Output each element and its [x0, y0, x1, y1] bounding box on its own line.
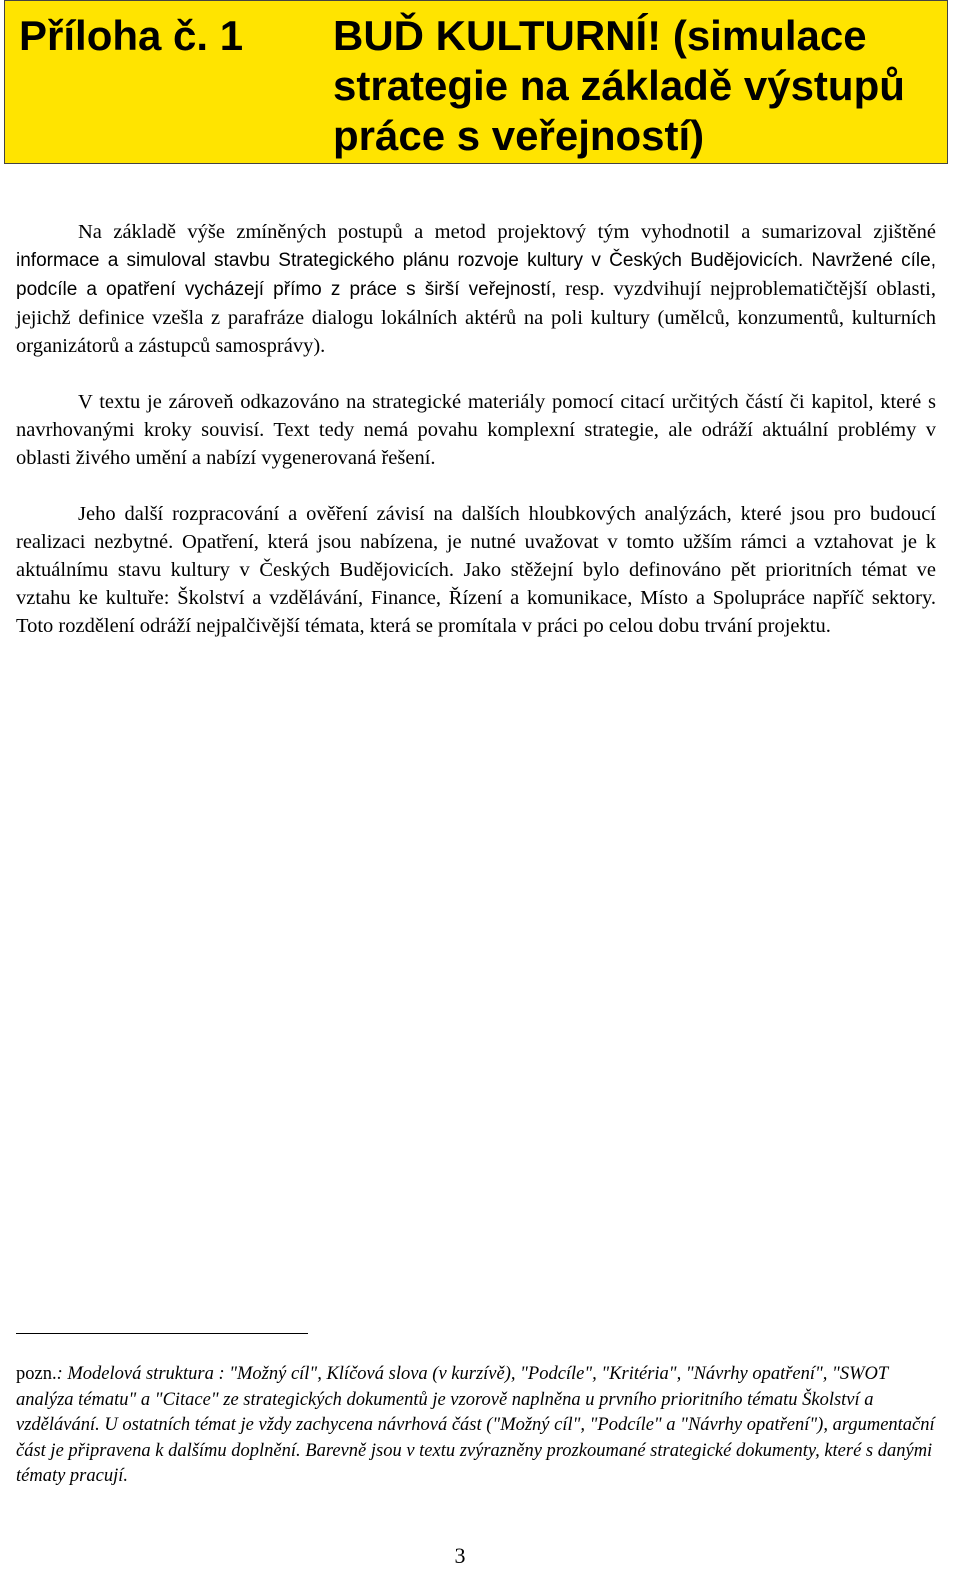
footnote — [16, 1362, 936, 1490]
body-text — [16, 218, 936, 668]
footnote-text: : Modelová struktura : "Možný cíl", Klíčová slova (v kurzívě), "Podcíle", "Kritéria", "Návrhy opatření", "SWOT analýza tématu" a "Citace" ze strategických dokumentů je vzorově naplněna u prvního prioritního tématu Školství a vzdělávání. U ostatních témat je vždy zachycena návrhová část ("Možný cíl", "Podcíle" a "Návrhy opatření"), argumentační část je připravena k dalšímu doplnění. Barevně jsou v textu zvýrazněny prozkoumané strategické dokumenty, které s danými tématy pracují. — [16, 1364, 935, 1486]
paragraph-intro — [16, 218, 936, 360]
paragraph-citations: V textu je zároveň odkazováno na strategické materiály pomocí citací určitých částí či kapitol, které s navrhovanými kroky souvisí. Text tedy nemá povahu komplexní strategie, ale odráží aktuální problémy v oblasti živého umění a nabízí vygenerovaná řešení. — [16, 391, 936, 469]
paragraph-topics: Jeho další rozpracování a ověření závisí na dalších hloubkových analýzách, které jsou pro budoucí realizaci nezbytné. Opatření, která jsou nabízena, je nutné uvažovat v tomto užším rámci a vztahovat je k aktuálnímu stavu kultury v Českých Budějovicích. Jako stěžejní bylo definováno pět prioritních témat ve vztahu ke kultuře: Školství a vzdělávání, Finance, Řízení a komunikace, Místo a Spolupráce napříč sektory. Toto rozdělení odráží nejpalčivější témata, která se promítala v práci po celou dobu trvání projektu. — [16, 503, 936, 637]
paragraph-intro-part3: resp. vyzdvihují nejproblematičtější oblasti, jejichž definice vzešla z parafráze dialogu lokálních aktérů na poli kultury (umělců, konzumentů, kulturních organizátorů a zástupců samosprávy). — [16, 278, 936, 357]
paragraph-intro-part1: Na základě výše zmíněných postupů a metod projektový tým vyhodnotil a sumarizoval zjištěné — [78, 221, 936, 243]
footnote-divider — [16, 1333, 308, 1334]
page-number: 3 — [454, 1543, 466, 1568]
paragraph-intro-part2: informace a simuloval stavbu Strategického plánu rozvoje kultury v Českých Budějovicích. Navržené cíle, podcíle a opatření vycházejí přímo z práce s širší veřejností, — [16, 250, 936, 300]
footnote-prefix: pozn. — [16, 1364, 57, 1384]
appendix-header — [4, 0, 948, 164]
appendix-title: BUĎ KULTURNÍ! (simulace strategie na základě výstupů práce s veřejností) — [333, 12, 905, 159]
appendix-label: Příloha č. 1 — [19, 12, 244, 59]
